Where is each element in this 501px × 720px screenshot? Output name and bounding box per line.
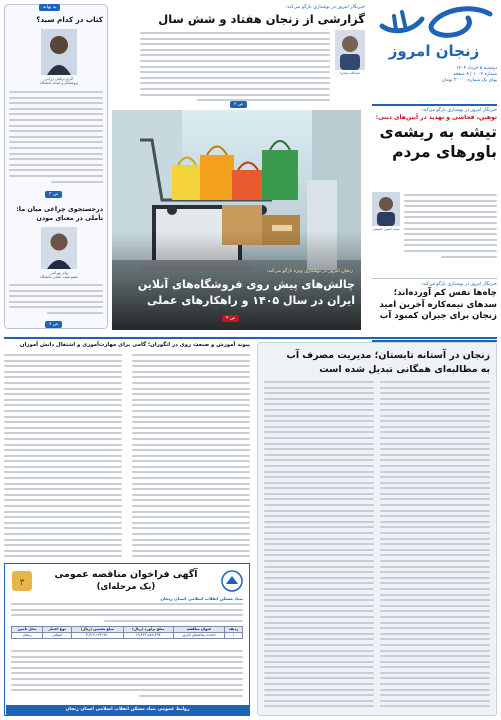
author-caption-hosseini: سید حسن حسینی <box>372 227 400 231</box>
ad-table <box>11 626 243 639</box>
right-story-1 <box>372 108 497 190</box>
bottom-left-col-1 <box>132 354 250 559</box>
issue-number: شماره ۱۰۰۷ | ۸ صفحه <box>453 72 497 77</box>
ad-th-4: نوع اعتبار <box>43 627 72 633</box>
bottom-left-col-2 <box>4 354 122 559</box>
right-kicker: خبرنگار امروز در نوشتاری بازگو می‌کند: <box>421 108 497 113</box>
ad-th-3: مبلغ تضمین (ریال) <box>72 627 124 633</box>
ad-logo-left <box>11 570 33 592</box>
ad-td-1: احداث ساختمان اداری <box>173 633 224 639</box>
feature-headline-2: ایران در سال ۱۴۰۵ و راهکارهای عملی <box>147 294 355 307</box>
tender-ad <box>4 563 250 716</box>
feature-kicker: زنجان امروز در نوشتاری ویژه بازگو می‌کند: <box>266 269 353 274</box>
ad-th-0: ردیف <box>225 627 243 633</box>
issue-price: بهای تک شماره ۳۰۰۰۰ تومان <box>441 78 497 83</box>
issue-meta <box>372 66 497 84</box>
issue-date: دوشنبه ۵ خرداد ۱۴۰۴ <box>456 66 497 71</box>
ad-intro-text <box>11 603 243 625</box>
svg-text:زنجان امروز: زنجان امروز <box>388 42 480 60</box>
logo <box>372 4 497 64</box>
sidebar-headline-2: درجستجوی چراغی میان ما: تأملی در معنای مودن <box>16 205 103 222</box>
logo-mark <box>372 4 497 64</box>
page-ref-top: ص ۲ <box>230 101 247 108</box>
bottom-right-box <box>257 342 497 716</box>
bottom-right-col-2 <box>264 381 374 711</box>
bottom-right-headline-2: به مطالبه‌ای همگانی تبدیل شده است <box>319 364 490 375</box>
author-photo-borghei <box>41 29 77 75</box>
left-sidebar <box>4 4 108 329</box>
author-photo-bahrami <box>41 227 77 269</box>
section-divider <box>4 337 497 339</box>
bottom-left-story <box>4 342 250 560</box>
right-headline-2: چاه‌ها نفس کم آورده‌اند؛ سدهای نیمه‌کاره آخرین امید زنجان برای جبران کمبود آب <box>379 288 497 321</box>
ad-th-5: محل تأمین <box>12 627 43 633</box>
sidebar-text-1 <box>9 91 103 189</box>
sidebar-text-2 <box>9 284 103 320</box>
top-headline: گزارشی از زنجان هفتاد و شش سال <box>158 12 365 26</box>
bottom-right-col-1 <box>380 381 490 711</box>
svg-text:۳: ۳ <box>19 578 25 588</box>
ad-logo-right <box>221 570 243 592</box>
sidebar-kicker: به بهانه <box>39 4 60 11</box>
author-caption-bichareh: عبدالله بیچاره <box>339 71 361 75</box>
ad-th-1: عنوان مناقصه <box>173 627 224 633</box>
ad-body-text <box>11 650 243 700</box>
ad-footer: روابط عمومی بنیاد مسکن انقلاب اسلامی استان زنجان <box>6 705 249 715</box>
author-photo-hosseini <box>372 192 400 226</box>
masthead <box>372 4 497 104</box>
page-ref-sidebar-1: ص ۳ <box>45 191 62 198</box>
bottom-left-headline: پیوند آموزش و صنعت روی در انگوران؛ گامی برای مهارت‌آموزی و اشتغال دانش آموزان <box>19 342 250 348</box>
table-row <box>12 633 243 639</box>
divider-right-1 <box>372 278 497 279</box>
ad-th-2: مبلغ برآورد (ریال) <box>123 627 173 633</box>
right-story-text <box>404 194 497 264</box>
ad-td-3: ۳,۴۶۶,۱۴۳,۹۲۰ <box>72 633 124 639</box>
author-caption-bahrami: پیام بهرامی <box>49 270 69 275</box>
ad-td-4: استانی <box>43 633 72 639</box>
ad-td-5: زنجان <box>12 633 43 639</box>
feature-image <box>112 110 361 330</box>
author-role-bahrami: عضو هیئت علمی دانشگاه <box>39 275 79 279</box>
author-caption-borghei: اکرم برقعی زرابی <box>44 76 74 81</box>
ad-org: بنیاد مسکن انقلاب اسلامی استان زنجان <box>160 596 243 601</box>
feature-headline-1: چالش‌های پیش روی فروشگاه‌های آنلاین <box>137 278 355 291</box>
ad-title-2: (یک مرحله‌ای) <box>96 582 156 592</box>
ad-td-0: ۱ <box>225 633 243 639</box>
page-ref-sidebar-2: ص ۷ <box>45 321 62 328</box>
right-story-2 <box>372 282 497 338</box>
right-subhead: توهین، فحاشی و تهدید در آیین‌های دینی: <box>375 114 497 121</box>
author-role-borghei: پژوهشگر و استاد دانشگاه <box>39 81 79 85</box>
top-kicker: خبرنگار امروز در نوشتاری بازگو می‌کند: <box>285 5 365 10</box>
ad-title-1: آگهی فراخوان مناقصه عمومی <box>54 569 198 580</box>
right-kicker-2: خبرنگار امروز در نوشتاری بازگو می‌کند: <box>421 282 497 287</box>
ad-td-2: ۶۹,۳۲۲,۸۷۸,۳۹۳ <box>123 633 173 639</box>
author-photo-bichareh <box>335 30 365 70</box>
page-ref-feature: ص ۴ <box>222 315 239 322</box>
right-headline: تیشه به ریشه‌ی باورهای مردم <box>379 123 497 161</box>
right-story-body <box>372 192 497 266</box>
bottom-right-headline-1: زنجان در آستانه تابستان؛ مدیریت مصرف آب <box>286 350 490 361</box>
top-story <box>140 4 365 108</box>
sidebar-headline-1: کتاب در کدام سبد؟ <box>36 15 103 24</box>
masthead-rule <box>372 104 497 106</box>
top-story-text <box>140 32 330 104</box>
